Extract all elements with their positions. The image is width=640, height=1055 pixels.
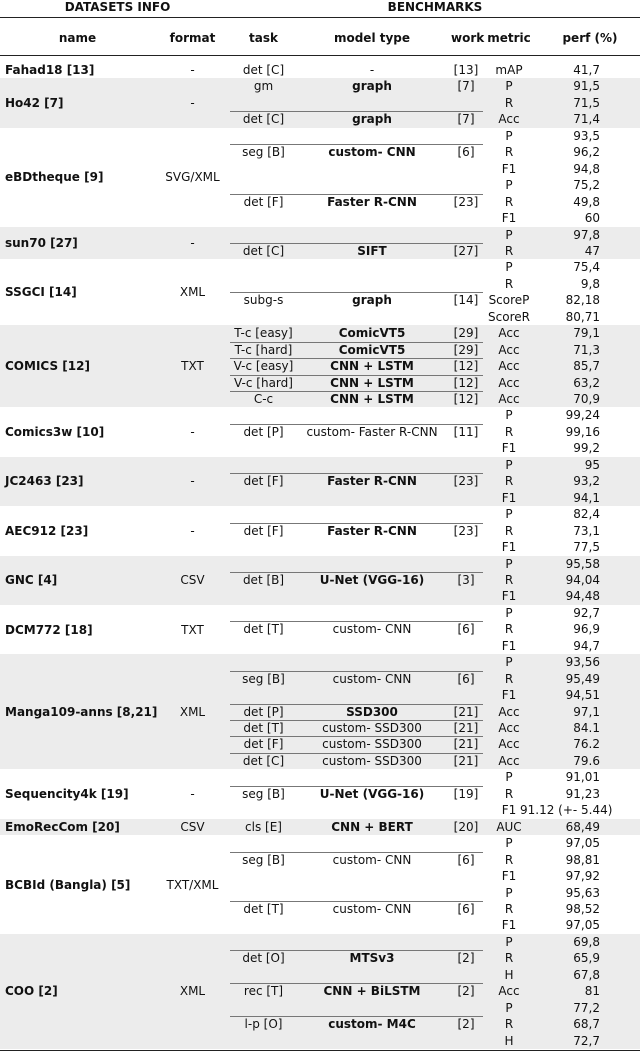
col-work-header: work	[451, 31, 485, 45]
perf-cell: 95,58	[565, 556, 600, 571]
metric-cell: P	[505, 507, 513, 522]
perf-cell: 91.12 (+- 5.44)	[520, 803, 613, 818]
metric-cell: F1	[501, 688, 517, 703]
perf-cell: 95,63	[565, 885, 600, 900]
metric-cell: Acc	[498, 753, 520, 768]
perf-cell: 71,5	[573, 95, 600, 110]
dataset-name: COO [2]	[5, 984, 58, 999]
task-cell: det [F]	[243, 737, 284, 752]
perf-cell: 98,52	[565, 901, 600, 916]
perf-cell: 94,7	[573, 638, 600, 653]
work-cell: [6]	[457, 671, 475, 686]
task-cell: seg [B]	[242, 852, 285, 867]
row-separator	[230, 852, 483, 853]
dataset-name: Sequencity4k [19]	[5, 787, 129, 802]
work-cell: [14]	[453, 293, 479, 308]
metric-cell: R	[504, 145, 514, 160]
col-metric-header: metric	[487, 31, 531, 45]
task-cell: C-c	[253, 392, 274, 406]
dataset-format: SVG/XML	[165, 170, 220, 185]
work-cell: [12]	[453, 392, 479, 406]
metric-cell: R	[504, 1017, 514, 1032]
perf-cell: 77,5	[573, 540, 600, 555]
perf-cell: 99,24	[565, 408, 600, 423]
task-cell: seg [B]	[242, 145, 285, 160]
work-cell: [12]	[453, 359, 479, 374]
model-cell: MTSv3	[349, 951, 395, 966]
dataset-format: -	[190, 63, 195, 78]
model-cell: custom- CNN	[332, 671, 412, 686]
metric-cell: P	[505, 227, 513, 242]
model-cell: graph	[352, 112, 392, 127]
perf-cell: 92,7	[573, 605, 600, 620]
perf-cell: 97,05	[565, 918, 600, 933]
dataset-format: -	[190, 523, 195, 538]
metric-cell: R	[504, 786, 514, 801]
work-cell: [21]	[453, 704, 479, 719]
perf-cell: 76.2	[573, 737, 600, 752]
perf-cell: 97,1	[573, 704, 600, 719]
task-cell: cls [E]	[245, 819, 282, 834]
perf-cell: 73,1	[573, 523, 600, 538]
task-cell: seg [B]	[242, 786, 285, 801]
row-separator	[230, 391, 483, 392]
work-cell: [23]	[453, 474, 479, 489]
col-name-header: name	[58, 31, 97, 45]
perf-cell: 71,4	[573, 112, 600, 127]
model-cell: custom- CNN	[332, 622, 412, 637]
model-cell: ComicVT5	[338, 326, 406, 341]
perf-cell: 69,8	[573, 934, 600, 949]
perf-cell: 99,16	[565, 424, 600, 439]
perf-cell: 9,8	[580, 276, 600, 291]
task-cell: det [T]	[243, 901, 284, 916]
metric-cell: P	[505, 655, 513, 670]
perf-cell: 72,7	[573, 1033, 600, 1048]
metric-cell: Acc	[498, 112, 520, 127]
col-task-header: task	[249, 31, 278, 45]
task-cell: V-c [hard]	[234, 375, 293, 390]
row-separator	[230, 424, 483, 425]
work-cell: [23]	[453, 194, 479, 209]
row-separator	[230, 753, 483, 754]
task-cell: det [O]	[242, 951, 285, 966]
task-cell: rec [T]	[243, 984, 284, 999]
perf-cell: 93,56	[565, 655, 600, 670]
header-rule	[0, 17, 640, 18]
metric-cell: R	[504, 671, 514, 686]
row-separator	[230, 111, 483, 112]
metric-cell: H	[504, 967, 514, 982]
metric-cell: P	[505, 260, 513, 275]
dataset-name: SSGCI [14]	[5, 285, 77, 300]
datasets-info-header: DATASETS INFO	[64, 0, 171, 14]
dataset-format: -	[190, 787, 195, 802]
dataset-format: -	[190, 425, 195, 440]
work-cell: [29]	[453, 326, 479, 341]
work-cell: [23]	[453, 523, 479, 538]
row-separator	[230, 375, 483, 376]
perf-cell: 96,9	[573, 622, 600, 637]
perf-cell: 93,2	[573, 474, 600, 489]
perf-cell: 97,8	[573, 227, 600, 242]
metric-cell: Acc	[498, 984, 520, 999]
perf-cell: 41,7	[573, 63, 600, 77]
work-cell: [21]	[453, 737, 479, 752]
row-separator	[230, 704, 483, 705]
metric-cell: P	[505, 934, 513, 949]
perf-cell: 94,04	[565, 572, 600, 587]
metric-cell: Acc	[498, 737, 520, 752]
task-cell: det [P]	[243, 704, 284, 719]
model-cell: SSD300	[346, 704, 398, 719]
model-cell: custom- M4C	[328, 1017, 416, 1032]
model-cell: custom- Faster R-CNN	[306, 424, 438, 439]
task-cell: l-p [O]	[244, 1017, 283, 1032]
metric-cell: F1	[501, 869, 517, 884]
perf-cell: 82,4	[573, 507, 600, 522]
row-separator	[230, 950, 483, 951]
metric-cell: R	[504, 243, 514, 258]
metric-cell: H	[504, 1033, 514, 1048]
metric-cell: P	[505, 457, 513, 472]
task-cell: T-c [hard]	[234, 342, 293, 357]
perf-cell: 60	[584, 211, 600, 226]
perf-cell: 47	[584, 243, 600, 258]
dataset-name: Ho42 [7]	[5, 96, 64, 111]
metric-cell: R	[504, 474, 514, 489]
perf-cell: 68,49	[565, 819, 600, 834]
model-cell: custom- CNN	[332, 852, 412, 867]
row-separator	[230, 473, 483, 474]
dataset-format: -	[190, 235, 195, 250]
perf-cell: 63,2	[573, 375, 600, 390]
work-cell: [2]	[457, 951, 475, 966]
task-cell: det [C]	[242, 243, 285, 258]
dataset-format: XML	[179, 704, 206, 719]
metric-cell: P	[505, 836, 513, 851]
perf-cell: 80,71	[565, 309, 600, 324]
metric-cell: R	[504, 572, 514, 587]
dataset-name: COMICS [12]	[5, 359, 90, 374]
column-header-rule	[0, 55, 640, 56]
model-cell: SIFT	[357, 243, 387, 258]
metric-cell: R	[504, 852, 514, 867]
work-cell: [21]	[453, 753, 479, 768]
dataset-name: Manga109-anns [8,21]	[5, 704, 158, 719]
model-cell: CNN + LSTM	[330, 359, 414, 374]
model-cell: CNN + LSTM	[330, 392, 414, 406]
model-cell: custom- SSD300	[322, 737, 422, 752]
work-cell: [2]	[457, 984, 475, 999]
work-cell: [6]	[457, 622, 475, 637]
col-model-header: model type	[333, 31, 411, 45]
row-separator	[230, 786, 483, 787]
model-cell: custom- SSD300	[322, 721, 422, 735]
metric-cell: R	[504, 424, 514, 439]
perf-cell: 75,4	[573, 260, 600, 275]
perf-cell: 70,9	[573, 392, 600, 406]
metric-cell: Acc	[498, 392, 520, 406]
dataset-format: -	[190, 474, 195, 489]
metric-cell: ScoreR	[488, 309, 530, 324]
dataset-format: CSV	[180, 573, 205, 588]
work-cell: [6]	[457, 145, 475, 160]
dataset-format: TXT	[181, 622, 204, 637]
row-separator	[230, 901, 483, 902]
perf-cell: 99,2	[573, 441, 600, 456]
model-cell: Faster R-CNN	[327, 474, 417, 489]
perf-cell: 96,2	[573, 145, 600, 160]
task-cell: det [T]	[243, 721, 284, 735]
model-cell: custom- SSD300	[322, 753, 422, 768]
work-cell: [11]	[453, 424, 479, 439]
metric-cell: F1	[501, 211, 517, 226]
model-cell: -	[369, 63, 375, 77]
dataset-name: Comics3w [10]	[5, 425, 105, 440]
row-separator	[230, 720, 483, 721]
model-cell: U-Net (VGG-16)	[319, 572, 425, 587]
perf-cell: 91,5	[573, 79, 600, 94]
metric-cell: P	[505, 408, 513, 423]
metric-cell: P	[505, 1000, 513, 1015]
task-cell: det [F]	[243, 194, 284, 209]
perf-cell: 79,1	[573, 326, 600, 341]
work-cell: [29]	[453, 342, 479, 357]
dataset-format: XML	[179, 984, 206, 999]
perf-cell: 67,8	[573, 967, 600, 982]
model-cell: graph	[352, 79, 392, 94]
dataset-format: XML	[179, 285, 206, 300]
metric-cell: F1	[501, 540, 517, 555]
metric-cell: R	[504, 622, 514, 637]
task-cell: subg-s	[243, 293, 284, 308]
row-separator	[230, 194, 483, 195]
metric-cell: R	[504, 194, 514, 209]
perf-cell: 95	[584, 457, 600, 472]
task-cell: det [B]	[242, 572, 285, 587]
metric-cell: P	[505, 885, 513, 900]
perf-cell: 93,5	[573, 128, 600, 143]
task-cell: seg [B]	[242, 671, 285, 686]
metric-cell: Acc	[498, 375, 520, 390]
bottom-rule	[0, 1050, 640, 1051]
model-cell: CNN + LSTM	[330, 375, 414, 390]
dataset-name: EmoRecCom [20]	[5, 819, 120, 834]
row-separator	[230, 523, 483, 524]
perf-cell: 65,9	[573, 951, 600, 966]
perf-cell: 97,92	[565, 869, 600, 884]
work-cell: [13]	[453, 63, 479, 77]
metric-cell: F1	[501, 918, 517, 933]
perf-cell: 94,1	[573, 490, 600, 505]
model-cell: CNN + BiLSTM	[323, 984, 421, 999]
work-cell: [21]	[453, 721, 479, 735]
perf-cell: 98,81	[565, 852, 600, 867]
work-cell: [27]	[453, 243, 479, 258]
metric-cell: P	[505, 178, 513, 193]
perf-cell: 81	[584, 984, 600, 999]
row-separator	[230, 983, 483, 984]
dataset-name: BCBId (Bangla) [5]	[5, 877, 131, 892]
metric-cell: F1	[501, 161, 517, 176]
perf-cell: 49,8	[573, 194, 600, 209]
perf-cell: 97,05	[565, 836, 600, 851]
metric-cell: Acc	[498, 704, 520, 719]
perf-cell: 94,8	[573, 161, 600, 176]
task-cell: gm	[253, 79, 274, 94]
row-separator	[230, 243, 483, 244]
metric-cell: R	[504, 276, 514, 291]
model-cell: U-Net (VGG-16)	[319, 786, 425, 801]
dataset-name: sun70 [27]	[5, 235, 78, 250]
work-cell: [3]	[457, 572, 475, 587]
metric-cell: F1	[501, 490, 517, 505]
benchmarks-header: BENCHMARKS	[387, 0, 483, 14]
work-cell: [6]	[457, 901, 475, 916]
metric-cell: R	[504, 901, 514, 916]
work-cell: [6]	[457, 852, 475, 867]
perf-cell: 91,01	[565, 770, 600, 785]
row-separator	[230, 671, 483, 672]
work-cell: [7]	[457, 112, 475, 127]
model-cell: custom- CNN	[332, 901, 412, 916]
metric-cell: F1	[501, 803, 517, 818]
metric-cell: P	[505, 605, 513, 620]
task-cell: det [F]	[243, 474, 284, 489]
work-cell: [20]	[453, 819, 479, 834]
metric-cell: P	[505, 770, 513, 785]
metric-cell: AUC	[496, 819, 522, 834]
perf-cell: 84.1	[573, 721, 600, 735]
dataset-name: DCM772 [18]	[5, 622, 93, 637]
metric-cell: F1	[501, 441, 517, 456]
metric-cell: F1	[501, 589, 517, 604]
perf-cell: 91,23	[565, 786, 600, 801]
perf-cell: 85,7	[573, 359, 600, 374]
perf-cell: 79.6	[573, 753, 600, 768]
dataset-name: JC2463 [23]	[5, 474, 84, 489]
dataset-format: TXT/XML	[166, 877, 219, 892]
dataset-format: CSV	[180, 819, 205, 834]
metric-cell: mAP	[495, 63, 523, 77]
metric-cell: ScoreP	[488, 293, 530, 308]
model-cell: custom- CNN	[328, 145, 416, 160]
model-cell: CNN + BERT	[331, 819, 413, 834]
perf-cell: 75,2	[573, 178, 600, 193]
model-cell: Faster R-CNN	[327, 194, 417, 209]
task-cell: V-c [easy]	[233, 359, 294, 374]
model-cell: graph	[352, 293, 392, 308]
perf-cell: 94,48	[565, 589, 600, 604]
dataset-name: AEC912 [23]	[5, 523, 89, 538]
model-cell: ComicVT5	[338, 342, 406, 357]
perf-cell: 95,49	[565, 671, 600, 686]
dataset-name: eBDtheque [9]	[5, 170, 104, 185]
dataset-format: TXT	[181, 359, 204, 374]
metric-cell: F1	[501, 638, 517, 653]
row-separator	[230, 342, 483, 343]
metric-cell: Acc	[498, 342, 520, 357]
metric-cell: Acc	[498, 359, 520, 374]
work-cell: [19]	[453, 786, 479, 801]
perf-cell: 68,7	[573, 1017, 600, 1032]
metric-cell: Acc	[498, 326, 520, 341]
metric-cell: P	[505, 79, 513, 94]
task-cell: det [C]	[242, 753, 285, 768]
task-cell: T-c [easy]	[234, 326, 293, 341]
perf-cell: 94,51	[565, 688, 600, 703]
row-separator	[230, 358, 483, 359]
metric-cell: P	[505, 128, 513, 143]
metric-cell: R	[504, 951, 514, 966]
row-separator	[230, 736, 483, 737]
metric-cell: R	[504, 95, 514, 110]
metric-cell: R	[504, 523, 514, 538]
model-cell: Faster R-CNN	[327, 523, 417, 538]
dataset-name: Fahad18 [13]	[5, 63, 95, 78]
col-perf-header: perf (%)	[562, 31, 618, 45]
perf-cell: 82,18	[565, 293, 600, 308]
task-cell: det [C]	[242, 63, 285, 77]
row-separator	[230, 144, 483, 145]
row-separator	[230, 621, 483, 622]
task-cell: det [T]	[243, 622, 284, 637]
perf-cell: 71,3	[573, 342, 600, 357]
col-format-header: format	[169, 31, 216, 45]
perf-cell: 77,2	[573, 1000, 600, 1015]
row-separator	[230, 292, 483, 293]
dataset-format: -	[190, 96, 195, 111]
dataset-name: GNC [4]	[5, 573, 58, 588]
task-cell: det [C]	[242, 112, 285, 127]
task-cell: det [F]	[243, 523, 284, 538]
metric-cell: P	[505, 556, 513, 571]
work-cell: [2]	[457, 1017, 475, 1032]
row-separator	[230, 1016, 483, 1017]
metric-cell: Acc	[498, 721, 520, 735]
work-cell: [7]	[457, 79, 475, 94]
work-cell: [12]	[453, 375, 479, 390]
task-cell: det [P]	[243, 424, 284, 439]
row-separator	[230, 572, 483, 573]
